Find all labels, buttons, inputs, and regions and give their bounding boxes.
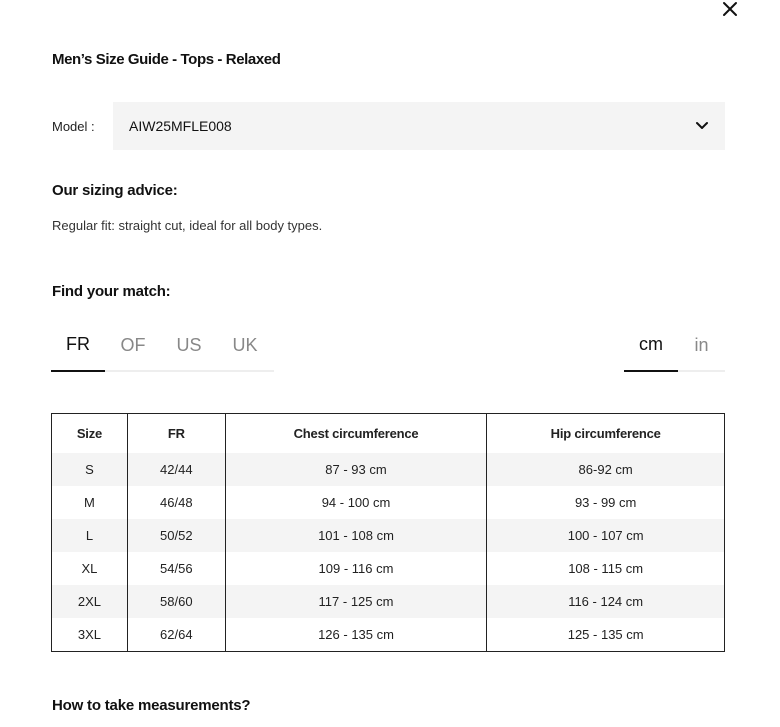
cell-size: L [52,519,128,552]
table-row [52,453,725,486]
table-row [52,486,725,519]
cell-fr: 50/52 [127,519,225,552]
table-row [52,618,725,652]
close-icon [722,1,738,17]
tab-in[interactable]: in [694,334,709,355]
tab-us[interactable]: US [176,334,202,355]
cell-hip: 86-92 cm [487,453,725,486]
table-row [52,585,725,618]
cell-fr: 42/44 [127,453,225,486]
cell-hip: 116 - 124 cm [487,585,725,618]
table-row [52,519,725,552]
cell-size: 3XL [52,618,128,652]
sizing-advice-heading: Our sizing advice: [52,182,178,199]
size-table [51,413,725,652]
chevron-down-icon [695,121,709,131]
model-select-value: AIW25MFLE008 [129,118,232,134]
table-row [52,552,725,585]
cell-size: M [52,486,128,519]
close-button[interactable] [719,0,741,18]
cell-fr: 58/60 [127,585,225,618]
page-title: Men’s Size Guide - Tops - Relaxed [52,51,281,68]
header-hip: Hip circumference [487,414,725,454]
cell-hip: 125 - 135 cm [487,618,725,652]
cell-hip: 93 - 99 cm [487,486,725,519]
tab-cm[interactable]: cm [624,322,678,372]
tab-uk[interactable]: UK [232,334,258,355]
model-select[interactable] [113,102,725,150]
table-header-row [52,414,725,454]
cell-chest: 117 - 125 cm [225,585,487,618]
cell-chest: 87 - 93 cm [225,453,487,486]
cell-hip: 108 - 115 cm [487,552,725,585]
unit-tabs [624,322,725,372]
cell-fr: 54/56 [127,552,225,585]
header-fr: FR [127,414,225,454]
find-match-heading: Find your match: [52,283,171,300]
cell-chest: 126 - 135 cm [225,618,487,652]
how-to-measure-heading[interactable]: How to take measurements? [52,697,251,714]
tab-of[interactable]: OF [120,334,146,355]
region-tabs [51,322,274,372]
model-label: Model : [52,119,95,134]
cell-fr: 62/64 [127,618,225,652]
tab-fr[interactable]: FR [51,322,105,372]
cell-hip: 100 - 107 cm [487,519,725,552]
cell-size: XL [52,552,128,585]
header-size: Size [52,414,128,454]
cell-fr: 46/48 [127,486,225,519]
sizing-advice-text: Regular fit: straight cut, ideal for all body types. [52,218,323,233]
cell-chest: 94 - 100 cm [225,486,487,519]
cell-size: S [52,453,128,486]
cell-chest: 101 - 108 cm [225,519,487,552]
cell-size: 2XL [52,585,128,618]
cell-chest: 109 - 116 cm [225,552,487,585]
header-chest: Chest circumference [225,414,487,454]
